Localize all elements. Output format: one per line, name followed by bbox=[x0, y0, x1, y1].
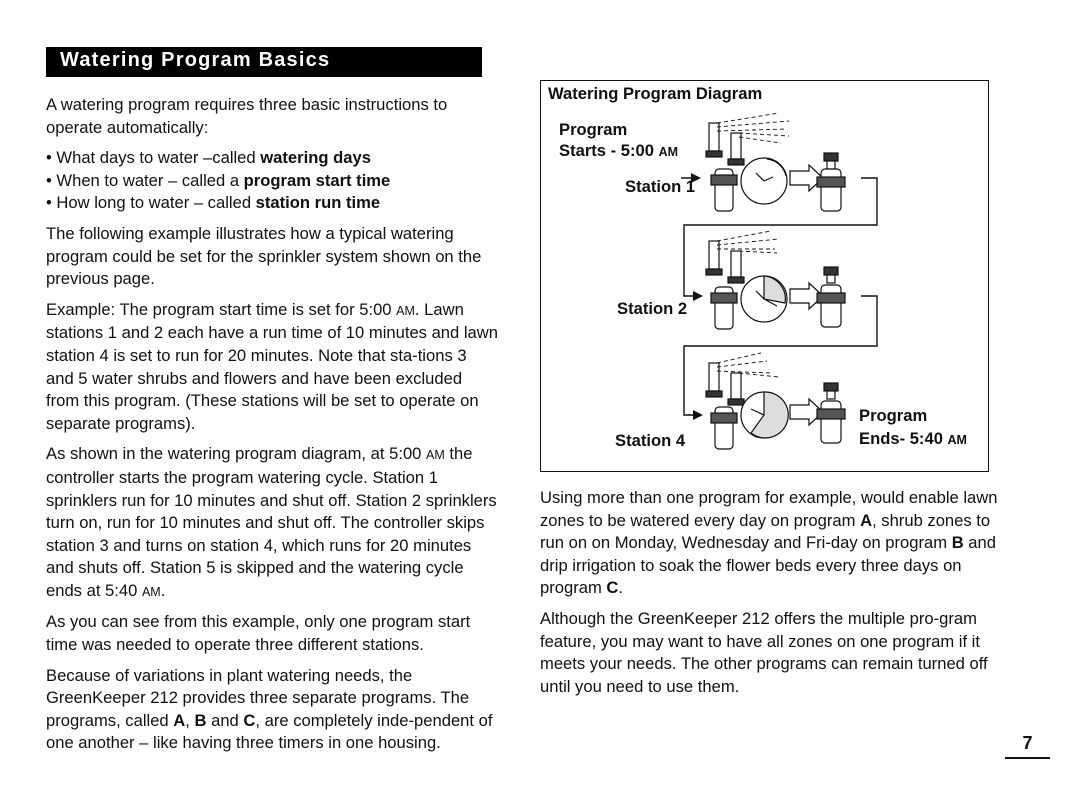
text: As shown in the watering program diagram, at 5:00 bbox=[46, 444, 427, 464]
intro-paragraph: A watering program requires three basic instructions to operate automatically: bbox=[46, 95, 448, 137]
bullet-text: How long to water – called bbox=[56, 193, 256, 213]
station-1-illustration bbox=[706, 123, 845, 211]
program-b: B bbox=[951, 533, 964, 553]
text: Using more than one program for example, would enable lawn zones to be watered every day on program bbox=[540, 488, 998, 530]
text: Example: The program start time is set for 5:00 bbox=[46, 299, 397, 319]
program-a: A bbox=[173, 710, 186, 730]
watering-program-diagram bbox=[540, 80, 989, 472]
am-label: AM bbox=[141, 584, 161, 599]
text: . bbox=[618, 578, 624, 598]
valve-icon bbox=[821, 169, 841, 211]
text: , shrub zones to run on on Monday, Wednesday and Fri-day on program bbox=[540, 510, 991, 553]
text: Ends- 5:40 bbox=[859, 429, 948, 448]
example-intro-paragraph: The following example illustrates how a typical watering program could be set for the sprinkler system shown on the previous page. bbox=[46, 223, 482, 289]
diagram-title: Watering Program Diagram bbox=[548, 84, 763, 103]
program-start-time bbox=[559, 141, 678, 162]
programs-paragraph bbox=[46, 665, 498, 755]
one-program-paragraph: As you can see from this example, only one program start time was needed to operate three different stations. bbox=[46, 612, 471, 655]
station-4-label: Station 4 bbox=[615, 431, 686, 450]
text: Because of variations in plant watering needs, the GreenKeeper 212 provides three separate programs. The programs, called bbox=[46, 665, 470, 730]
although-paragraph: Although the GreenKeeper 212 offers the multiple pro-gram feature, you may want to have all zones on one program if it meets your needs. The other programs can remain turned off until you need to use them. bbox=[540, 608, 988, 696]
spray-lines bbox=[717, 353, 779, 377]
example-paragraph bbox=[46, 299, 498, 436]
station-1-label: Station 1 bbox=[625, 177, 696, 196]
section-title: Watering Program Basics bbox=[60, 49, 331, 71]
program-c: C bbox=[606, 578, 619, 598]
bullet-term: station run time bbox=[255, 193, 381, 213]
text: and drip irrigation to soak the flower beds every three days on program bbox=[540, 533, 996, 598]
program-start-label: Program bbox=[559, 120, 628, 139]
station-2-label: Station 2 bbox=[617, 299, 688, 318]
text: and bbox=[206, 710, 244, 730]
text: Starts - 5:00 bbox=[559, 141, 659, 160]
page-number: 7 bbox=[1022, 733, 1033, 753]
program-end-time bbox=[859, 429, 967, 450]
station-2-illustration bbox=[706, 241, 845, 329]
text: , bbox=[185, 710, 195, 730]
bullet-start-time bbox=[46, 170, 498, 193]
multi-program-paragraph bbox=[540, 487, 1000, 600]
am-label: AM bbox=[658, 145, 679, 159]
text: the controller starts the program watering cycle. Station 1 sprinklers run for 10 minutes and shut off. Station 2 sprinklers turn on, run for 10 minutes and shut off. The controller skips station 3 and turns on station 4, which runs for 20 minutes and shuts off. Station 5 is skipped and the watering cycle ends at 5:40 bbox=[46, 444, 497, 600]
bullet-term: watering days bbox=[260, 148, 371, 168]
text: , are completely inde-pendent of one another – like having three timers in one housing. bbox=[46, 710, 493, 753]
page-number-rule bbox=[1005, 757, 1050, 759]
valve-icon bbox=[821, 401, 841, 443]
am-label: AM bbox=[947, 433, 967, 447]
bullet-text: What days to water –called bbox=[56, 148, 261, 168]
spray-lines bbox=[717, 113, 789, 143]
program-b: B bbox=[194, 710, 207, 730]
am-label: AM bbox=[396, 303, 415, 318]
am-label: AM bbox=[426, 448, 445, 463]
sprinkler-head-icon bbox=[731, 373, 741, 399]
right-column bbox=[540, 487, 1000, 706]
sprinkler-head-icon bbox=[731, 251, 741, 277]
spray-lines bbox=[717, 231, 779, 253]
bullet-term: program start time bbox=[243, 170, 391, 190]
instruction-list bbox=[46, 147, 498, 215]
text: . bbox=[160, 580, 166, 600]
section-title-bar bbox=[46, 47, 482, 77]
program-end-label: Program bbox=[859, 406, 928, 425]
valve-icon bbox=[821, 285, 841, 327]
station-4-illustration bbox=[706, 363, 845, 449]
left-column bbox=[46, 94, 498, 763]
program-a: A bbox=[860, 510, 873, 530]
bullet-text: When to water – called a bbox=[56, 170, 244, 190]
bullet-run-time bbox=[46, 192, 498, 215]
program-c: C bbox=[243, 710, 256, 730]
bullet-watering-days bbox=[46, 147, 498, 170]
text: . Lawn stations 1 and 2 each have a run time of 10 minutes and lawn station 4 is set to run for 20 minutes. Note that sta-tions 3 and 5 water shrubs and flowers and have been excluded from this program. (These stations will be set to operate on separate programs). bbox=[46, 299, 499, 433]
diagram-explanation-paragraph bbox=[46, 443, 498, 603]
